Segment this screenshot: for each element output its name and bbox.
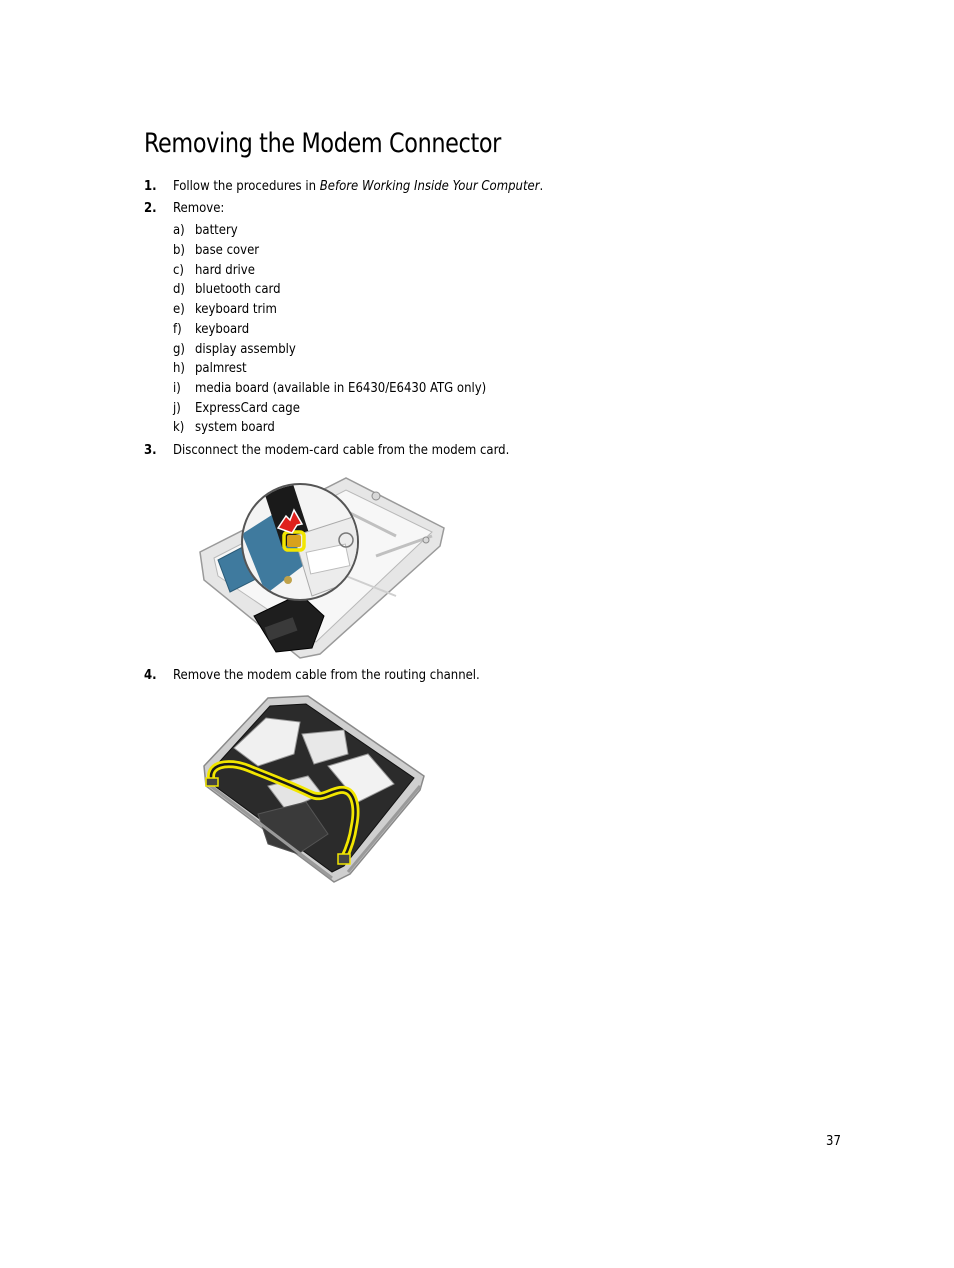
modem-card-illustration	[196, 476, 448, 660]
list-item	[173, 341, 296, 359]
list-item-letter: c)	[173, 263, 184, 278]
page-number: 37	[826, 1134, 841, 1149]
list-item-text: battery	[195, 223, 238, 238]
list-item-text: keyboard trim	[195, 302, 277, 317]
step-number: 3.	[144, 443, 157, 458]
step-text: Remove:	[173, 201, 225, 216]
cable-connector	[206, 778, 218, 786]
list-item	[173, 360, 247, 378]
zoom-pad	[284, 576, 292, 584]
list-item-letter: i)	[173, 381, 181, 396]
list-item-letter: d)	[173, 282, 185, 297]
list-item-text: system board	[195, 420, 275, 435]
list-item-letter: e)	[173, 302, 185, 317]
list-item-letter: k)	[173, 420, 185, 435]
list-item-text: bluetooth card	[195, 282, 281, 297]
list-item	[173, 222, 238, 240]
step-text	[173, 178, 543, 196]
step-text: Remove the modem cable from the routing channel.	[173, 668, 480, 683]
list-item-text: media board (available in E6430/E6430 ATG only)	[195, 381, 487, 396]
list-item	[173, 262, 255, 280]
step-number: 1.	[144, 179, 157, 194]
list-item-text: ExpressCard cage	[195, 401, 300, 416]
screw-boss	[423, 537, 429, 543]
list-item-letter: b)	[173, 243, 185, 258]
list-item	[173, 400, 300, 418]
list-item	[173, 419, 275, 437]
list-item-letter: a)	[173, 223, 185, 238]
step-number: 2.	[144, 201, 157, 216]
modem-connector	[287, 535, 301, 547]
list-item-letter: f)	[173, 322, 182, 337]
list-item-text: palmrest	[195, 361, 247, 376]
list-item	[173, 380, 486, 398]
step-text-prefix: Follow the procedures in	[173, 179, 320, 194]
cable-connector	[338, 854, 350, 864]
list-item	[173, 242, 259, 260]
list-item-letter: h)	[173, 361, 185, 376]
page-title: Removing the Modem Connector	[144, 128, 501, 159]
step-text-suffix: .	[539, 179, 544, 194]
list-item-letter: g)	[173, 342, 185, 357]
screw-boss	[372, 492, 380, 500]
list-item-text: keyboard	[195, 322, 250, 337]
list-item-text: hard drive	[195, 263, 255, 278]
list-item-letter: j)	[173, 401, 181, 416]
step-number: 4.	[144, 668, 157, 683]
list-item	[173, 301, 277, 319]
cross-reference-link[interactable]: Before Working Inside Your Computer	[319, 179, 540, 194]
modem-cable-routing-illustration	[198, 694, 428, 884]
list-item	[173, 281, 281, 299]
list-item-text: base cover	[195, 243, 260, 258]
list-item	[173, 321, 249, 339]
step-text: Disconnect the modem-card cable from the modem card.	[173, 443, 510, 458]
list-item-text: display assembly	[195, 342, 296, 357]
